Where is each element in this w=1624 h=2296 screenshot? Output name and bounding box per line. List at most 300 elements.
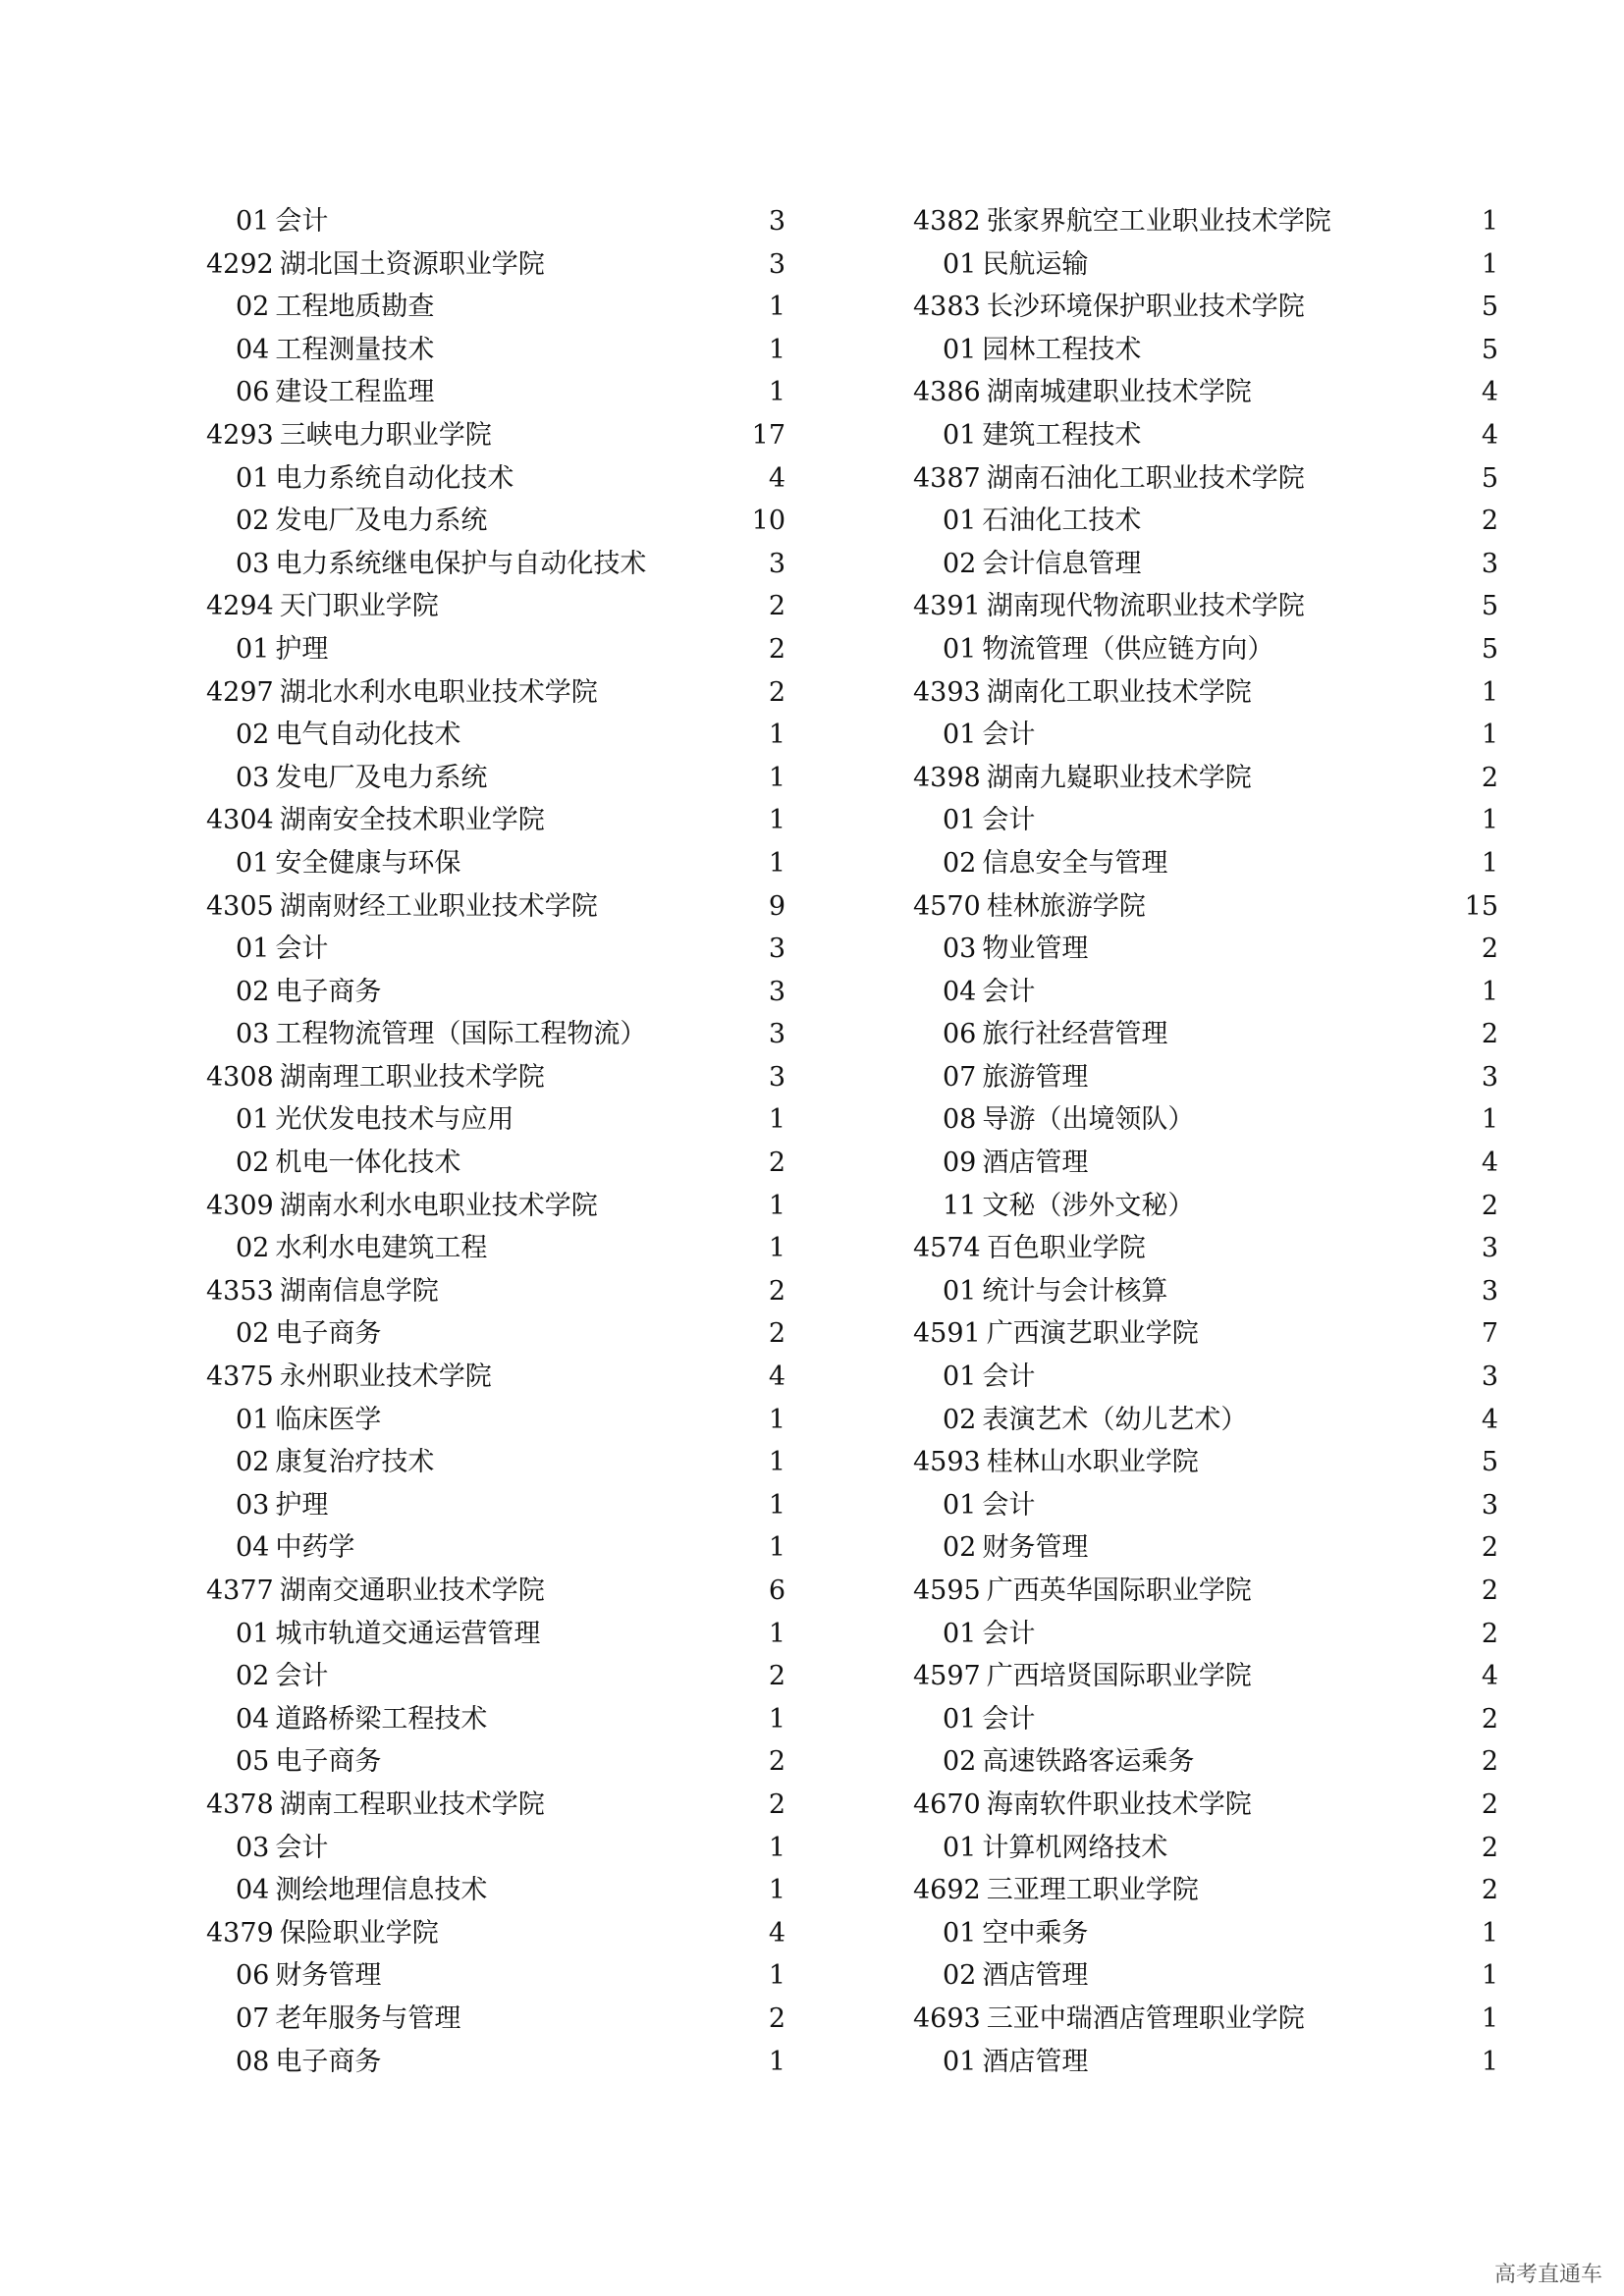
- school-name: 桂林旅游学院: [986, 890, 1146, 922]
- program-code: 01: [943, 1703, 977, 1735]
- school-name: 湖南石油化工职业技术学院: [986, 462, 1305, 494]
- school-row: [206, 1784, 785, 1827]
- program-code: 01: [236, 633, 270, 665]
- school-name: 湖南理工职业技术学院: [279, 1061, 545, 1093]
- program-row: [206, 714, 785, 757]
- program-row: [206, 1441, 785, 1484]
- enrollment-count: 3: [1481, 1489, 1498, 1521]
- program-name: 中药学: [275, 1532, 355, 1564]
- enrollment-count: 1: [768, 720, 785, 751]
- school-name: 永州职业技术学院: [279, 1362, 492, 1393]
- program-row: [913, 1013, 1498, 1056]
- program-code: 02: [236, 1318, 270, 1350]
- program-name: 园林工程技术: [982, 334, 1142, 365]
- program-row: [913, 414, 1498, 457]
- program-row: [206, 457, 785, 501]
- enrollment-count: 5: [1481, 292, 1498, 323]
- school-row: [206, 1356, 785, 1399]
- program-name: 电力系统继电保护与自动化技术: [275, 548, 647, 579]
- enrollment-count: 15: [1464, 890, 1498, 922]
- school-name: 三亚中瑞酒店管理职业学院: [986, 2002, 1305, 2034]
- school-name: 湖北国土资源职业学院: [279, 248, 545, 280]
- school-row: [206, 671, 785, 715]
- program-name: 电力系统自动化技术: [275, 462, 514, 494]
- program-code: 02: [236, 976, 270, 1007]
- school-name: 广西培贤国际职业学院: [986, 1661, 1252, 1692]
- program-row: [913, 329, 1498, 372]
- program-code: 02: [236, 1148, 270, 1179]
- enrollment-count: 6: [768, 1575, 785, 1606]
- school-code: 4353: [206, 1275, 274, 1307]
- school-row: [206, 414, 785, 457]
- program-code: 05: [236, 1746, 270, 1778]
- program-name: 电子商务: [275, 976, 382, 1007]
- program-name: 旅游管理: [982, 1061, 1089, 1093]
- program-name: 酒店管理: [982, 1148, 1089, 1179]
- enrollment-count: 5: [1481, 1447, 1498, 1478]
- program-code: 01: [943, 633, 977, 665]
- school-code: 4297: [206, 676, 274, 708]
- program-row: [206, 1869, 785, 1912]
- program-code: 11: [943, 1190, 977, 1221]
- enrollment-count: 1: [768, 762, 785, 793]
- school-code: 4309: [206, 1190, 274, 1221]
- program-name: 会计: [982, 1618, 1036, 1649]
- school-code: 4305: [206, 890, 274, 922]
- enrollment-count: 3: [1481, 1362, 1498, 1393]
- enrollment-count: 1: [768, 847, 785, 879]
- program-code: 03: [236, 1832, 270, 1863]
- program-code: 01: [236, 206, 270, 237]
- program-code: 02: [236, 1661, 270, 1692]
- enrollment-count: 2: [1481, 506, 1498, 537]
- school-code: 4293: [206, 419, 274, 451]
- enrollment-count: 2: [768, 633, 785, 665]
- program-name: 财务管理: [982, 1532, 1089, 1564]
- program-code: 02: [236, 1233, 270, 1264]
- enrollment-count: 7: [1481, 1318, 1498, 1350]
- school-row: [913, 1227, 1498, 1270]
- school-row: [913, 371, 1498, 414]
- school-row: [913, 457, 1498, 501]
- school-row: [913, 1655, 1498, 1698]
- school-row: [206, 585, 785, 628]
- left-column: [206, 200, 785, 2083]
- program-row: [206, 329, 785, 372]
- program-code: 01: [943, 1917, 977, 1949]
- school-name: 湖南城建职业技术学院: [986, 377, 1252, 408]
- enrollment-count: 1: [1481, 720, 1498, 751]
- enrollment-count: 1: [768, 1832, 785, 1863]
- enrollment-count: 4: [1481, 377, 1498, 408]
- school-code: 4593: [913, 1447, 981, 1478]
- enrollment-count: 1: [768, 377, 785, 408]
- program-code: 03: [236, 762, 270, 793]
- program-code: 07: [943, 1061, 977, 1093]
- program-row: [206, 2041, 785, 2084]
- enrollment-count: 4: [1481, 1148, 1498, 1179]
- program-name: 护理: [275, 633, 329, 665]
- program-name: 城市轨道交通运营管理: [275, 1618, 541, 1649]
- program-name: 导游（出境领队）: [982, 1104, 1195, 1136]
- program-row: [206, 1526, 785, 1570]
- school-name: 桂林山水职业学院: [986, 1447, 1199, 1478]
- school-code: 4375: [206, 1362, 274, 1393]
- school-code: 4398: [913, 762, 981, 793]
- program-row: [206, 971, 785, 1014]
- school-name: 湖南现代物流职业技术学院: [986, 591, 1305, 622]
- program-row: [206, 1655, 785, 1698]
- program-name: 会计: [275, 1661, 329, 1692]
- program-code: 01: [943, 805, 977, 836]
- program-code: 07: [236, 2002, 270, 2034]
- enrollment-count: 1: [1481, 2046, 1498, 2077]
- school-row: [913, 1998, 1498, 2041]
- school-name: 湖南安全技术职业学院: [279, 805, 545, 836]
- program-code: 01: [943, 506, 977, 537]
- school-code: 4308: [206, 1061, 274, 1093]
- school-code: 4692: [913, 1875, 981, 1906]
- enrollment-count: 1: [768, 1190, 785, 1221]
- school-code: 4597: [913, 1661, 981, 1692]
- school-code: 4693: [913, 2002, 981, 2034]
- program-code: 01: [943, 1275, 977, 1307]
- program-row: [913, 971, 1498, 1014]
- program-name: 建筑工程技术: [982, 419, 1142, 451]
- program-name: 会计信息管理: [982, 548, 1142, 579]
- school-row: [206, 1912, 785, 1955]
- program-name: 石油化工技术: [982, 506, 1142, 537]
- program-row: [206, 1013, 785, 1056]
- enrollment-count: 1: [768, 1960, 785, 1992]
- program-name: 工程地质勘查: [275, 292, 435, 323]
- program-code: 03: [236, 1489, 270, 1521]
- program-code: 01: [943, 1618, 977, 1649]
- program-row: [206, 543, 785, 586]
- program-code: 01: [236, 1618, 270, 1649]
- enrollment-count: 2: [768, 676, 785, 708]
- program-row: [913, 1399, 1498, 1442]
- school-name: 湖南九嶷职业技术学院: [986, 762, 1252, 793]
- program-code: 06: [236, 377, 270, 408]
- enrollment-count: 3: [768, 1061, 785, 1093]
- enrollment-count: 4: [768, 1362, 785, 1393]
- school-name: 湖南水利水电职业技术学院: [279, 1190, 598, 1221]
- program-row: [206, 500, 785, 543]
- school-row: [206, 1270, 785, 1313]
- school-code: 4391: [913, 591, 981, 622]
- program-name: 旅行社经营管理: [982, 1019, 1168, 1050]
- program-code: 02: [943, 847, 977, 879]
- enrollment-count: 3: [768, 976, 785, 1007]
- program-name: 统计与会计核算: [982, 1275, 1168, 1307]
- program-code: 01: [943, 1362, 977, 1393]
- enrollment-count: 1: [1481, 206, 1498, 237]
- program-name: 计算机网络技术: [982, 1832, 1168, 1863]
- program-name: 财务管理: [275, 1960, 382, 1992]
- program-name: 物流管理（供应链方向）: [982, 633, 1274, 665]
- program-row: [913, 628, 1498, 671]
- enrollment-count: 2: [1481, 1875, 1498, 1906]
- school-name: 张家界航空工业职业技术学院: [986, 206, 1331, 237]
- enrollment-count: 1: [768, 334, 785, 365]
- school-code: 4570: [913, 890, 981, 922]
- program-code: 08: [943, 1104, 977, 1136]
- program-code: 03: [943, 934, 977, 965]
- program-name: 会计: [275, 1832, 329, 1863]
- program-row: [206, 286, 785, 329]
- enrollment-count: 4: [768, 462, 785, 494]
- enrollment-count: 1: [1481, 805, 1498, 836]
- program-row: [913, 714, 1498, 757]
- program-row: [206, 371, 785, 414]
- program-code: 01: [236, 1404, 270, 1435]
- program-name: 会计: [275, 934, 329, 965]
- school-name: 湖南财经工业职业技术学院: [279, 890, 598, 922]
- school-name: 湖北水利水电职业技术学院: [279, 676, 598, 708]
- enrollment-count: 4: [1481, 1661, 1498, 1692]
- school-code: 4304: [206, 805, 274, 836]
- program-row: [913, 1740, 1498, 1784]
- enrollment-count: 1: [768, 1447, 785, 1478]
- program-row: [913, 1185, 1498, 1228]
- program-code: 04: [236, 1532, 270, 1564]
- school-code: 4377: [206, 1575, 274, 1606]
- school-code: 4292: [206, 248, 274, 280]
- school-name: 海南软件职业技术学院: [986, 1789, 1252, 1820]
- program-code: 01: [943, 419, 977, 451]
- school-code: 4670: [913, 1789, 981, 1820]
- program-name: 工程测量技术: [275, 334, 435, 365]
- program-row: [206, 628, 785, 671]
- enrollment-count: 2: [768, 1661, 785, 1692]
- enrollment-count: 4: [768, 1917, 785, 1949]
- school-row: [206, 799, 785, 842]
- school-name: 湖南工程职业技术学院: [279, 1789, 545, 1820]
- school-code: 4386: [913, 377, 981, 408]
- school-name: 广西英华国际职业学院: [986, 1575, 1252, 1606]
- program-row: [206, 1954, 785, 1998]
- program-code: 02: [943, 1532, 977, 1564]
- enrollment-count: 2: [1481, 1832, 1498, 1863]
- school-row: [913, 1869, 1498, 1912]
- program-row: [913, 1484, 1498, 1527]
- program-name: 高速铁路客运乘务: [982, 1746, 1195, 1778]
- program-name: 建设工程监理: [275, 377, 435, 408]
- program-name: 发电厂及电力系统: [275, 762, 488, 793]
- school-row: [913, 286, 1498, 329]
- program-name: 酒店管理: [982, 1960, 1089, 1992]
- program-row: [206, 1827, 785, 1870]
- program-code: 09: [943, 1148, 977, 1179]
- enrollment-count: 2: [1481, 1618, 1498, 1649]
- program-row: [206, 1227, 785, 1270]
- school-name: 三峡电力职业学院: [279, 419, 492, 451]
- enrollment-count: 2: [1481, 1575, 1498, 1606]
- enrollment-count: 2: [1481, 1703, 1498, 1735]
- program-code: 02: [236, 1447, 270, 1478]
- enrollment-count: 3: [768, 206, 785, 237]
- program-code: 01: [943, 2046, 977, 2077]
- program-code: 06: [943, 1019, 977, 1050]
- school-name: 广西演艺职业学院: [986, 1318, 1199, 1350]
- enrollment-count: 2: [1481, 1789, 1498, 1820]
- enrollment-count: 2: [768, 1789, 785, 1820]
- program-row: [206, 200, 785, 243]
- program-name: 护理: [275, 1489, 329, 1521]
- enrollment-count: 1: [768, 1404, 785, 1435]
- program-name: 安全健康与环保: [275, 847, 461, 879]
- program-row: [913, 799, 1498, 842]
- program-code: 02: [236, 506, 270, 537]
- program-name: 电气自动化技术: [275, 720, 461, 751]
- program-row: [206, 1142, 785, 1185]
- program-name: 测绘地理信息技术: [275, 1875, 488, 1906]
- program-row: [913, 1526, 1498, 1570]
- school-row: [206, 1056, 785, 1099]
- school-row: [913, 1784, 1498, 1827]
- program-name: 电子商务: [275, 1746, 382, 1778]
- school-name: 三亚理工职业学院: [986, 1875, 1199, 1906]
- program-row: [913, 1698, 1498, 1741]
- program-name: 光伏发电技术与应用: [275, 1104, 514, 1136]
- program-code: 01: [943, 334, 977, 365]
- enrollment-count: 3: [1481, 1233, 1498, 1264]
- program-name: 会计: [982, 805, 1036, 836]
- enrollment-count: 1: [768, 1532, 785, 1564]
- program-code: 02: [943, 1746, 977, 1778]
- program-row: [913, 500, 1498, 543]
- program-row: [913, 1912, 1498, 1955]
- school-code: 4379: [206, 1917, 274, 1949]
- enrollment-count: 2: [1481, 934, 1498, 965]
- watermark: 高考直通车: [1493, 2263, 1602, 2287]
- school-row: [206, 1570, 785, 1613]
- enrollment-count: 1: [1481, 2002, 1498, 2034]
- school-row: [913, 671, 1498, 715]
- enrollment-count: 2: [768, 1318, 785, 1350]
- program-row: [913, 1142, 1498, 1185]
- enrollment-count: 1: [1481, 248, 1498, 280]
- school-code: 4595: [913, 1575, 981, 1606]
- enrollment-count: 1: [768, 1104, 785, 1136]
- program-code: 01: [943, 720, 977, 751]
- program-row: [913, 842, 1498, 885]
- program-code: 03: [236, 548, 270, 579]
- program-name: 信息安全与管理: [982, 847, 1168, 879]
- program-code: 04: [943, 976, 977, 1007]
- program-code: 02: [943, 548, 977, 579]
- enrollment-count: 5: [1481, 334, 1498, 365]
- enrollment-count: 3: [768, 548, 785, 579]
- school-row: [206, 885, 785, 929]
- program-name: 会计: [982, 1362, 1036, 1393]
- enrollment-count: 4: [1481, 1404, 1498, 1435]
- program-code: 02: [943, 1404, 977, 1435]
- enrollment-count: 9: [768, 890, 785, 922]
- program-code: 04: [236, 1875, 270, 1906]
- program-code: 01: [943, 248, 977, 280]
- enrollment-count: 3: [768, 1019, 785, 1050]
- program-row: [913, 928, 1498, 971]
- enrollment-count: 4: [1481, 419, 1498, 451]
- program-name: 民航运输: [982, 248, 1089, 280]
- program-row: [913, 1827, 1498, 1870]
- enrollment-count: 1: [1481, 1960, 1498, 1992]
- program-code: 04: [236, 1703, 270, 1735]
- program-code: 02: [943, 1960, 977, 1992]
- program-name: 会计: [982, 1703, 1036, 1735]
- program-row: [206, 1484, 785, 1527]
- program-row: [913, 1098, 1498, 1142]
- program-name: 机电一体化技术: [275, 1148, 461, 1179]
- enrollment-count: 10: [751, 506, 785, 537]
- program-code: 01: [236, 934, 270, 965]
- program-row: [206, 1399, 785, 1442]
- program-row: [206, 1740, 785, 1784]
- school-code: 4574: [913, 1233, 981, 1264]
- school-row: [913, 200, 1498, 243]
- program-row: [913, 1954, 1498, 1998]
- enrollment-count: 1: [768, 805, 785, 836]
- enrollment-count: 1: [768, 1618, 785, 1649]
- enrollment-count: 2: [1481, 1019, 1498, 1050]
- school-row: [913, 1312, 1498, 1356]
- enrollment-count: 2: [1481, 762, 1498, 793]
- program-code: 08: [236, 2046, 270, 2077]
- program-name: 空中乘务: [982, 1917, 1089, 1949]
- enrollment-count: 1: [1481, 1104, 1498, 1136]
- enrollment-count: 3: [768, 934, 785, 965]
- program-name: 发电厂及电力系统: [275, 506, 488, 537]
- school-row: [913, 585, 1498, 628]
- enrollment-count: 1: [768, 292, 785, 323]
- program-row: [206, 842, 785, 885]
- program-name: 水利水电建筑工程: [275, 1233, 488, 1264]
- enrollment-count: 1: [768, 1703, 785, 1735]
- school-name: 湖南化工职业技术学院: [986, 676, 1252, 708]
- program-name: 物业管理: [982, 934, 1089, 965]
- program-row: [913, 2041, 1498, 2084]
- program-row: [206, 1098, 785, 1142]
- program-row: [913, 1613, 1498, 1656]
- program-name: 文秘（涉外文秘）: [982, 1190, 1195, 1221]
- school-code: 4383: [913, 292, 981, 323]
- enrollment-count: 1: [768, 2046, 785, 2077]
- program-row: [206, 1312, 785, 1356]
- program-code: 01: [236, 462, 270, 494]
- right-column: [913, 200, 1498, 2083]
- program-row: [206, 1613, 785, 1656]
- school-row: [206, 1185, 785, 1228]
- enrollment-count: 3: [768, 248, 785, 280]
- school-name: 天门职业学院: [279, 591, 439, 622]
- enrollment-count: 2: [1481, 1746, 1498, 1778]
- program-name: 道路桥梁工程技术: [275, 1703, 488, 1735]
- enrollment-count: 1: [1481, 676, 1498, 708]
- program-code: 01: [943, 1489, 977, 1521]
- program-row: [913, 1356, 1498, 1399]
- program-code: 01: [236, 1104, 270, 1136]
- program-row: [206, 757, 785, 800]
- program-name: 表演艺术（幼儿艺术）: [982, 1404, 1248, 1435]
- program-row: [206, 1998, 785, 2041]
- enrollment-count: 1: [768, 1233, 785, 1264]
- school-name: 湖南信息学院: [279, 1275, 439, 1307]
- program-code: 03: [236, 1019, 270, 1050]
- program-row: [913, 1270, 1498, 1313]
- enrollment-count: 2: [768, 1746, 785, 1778]
